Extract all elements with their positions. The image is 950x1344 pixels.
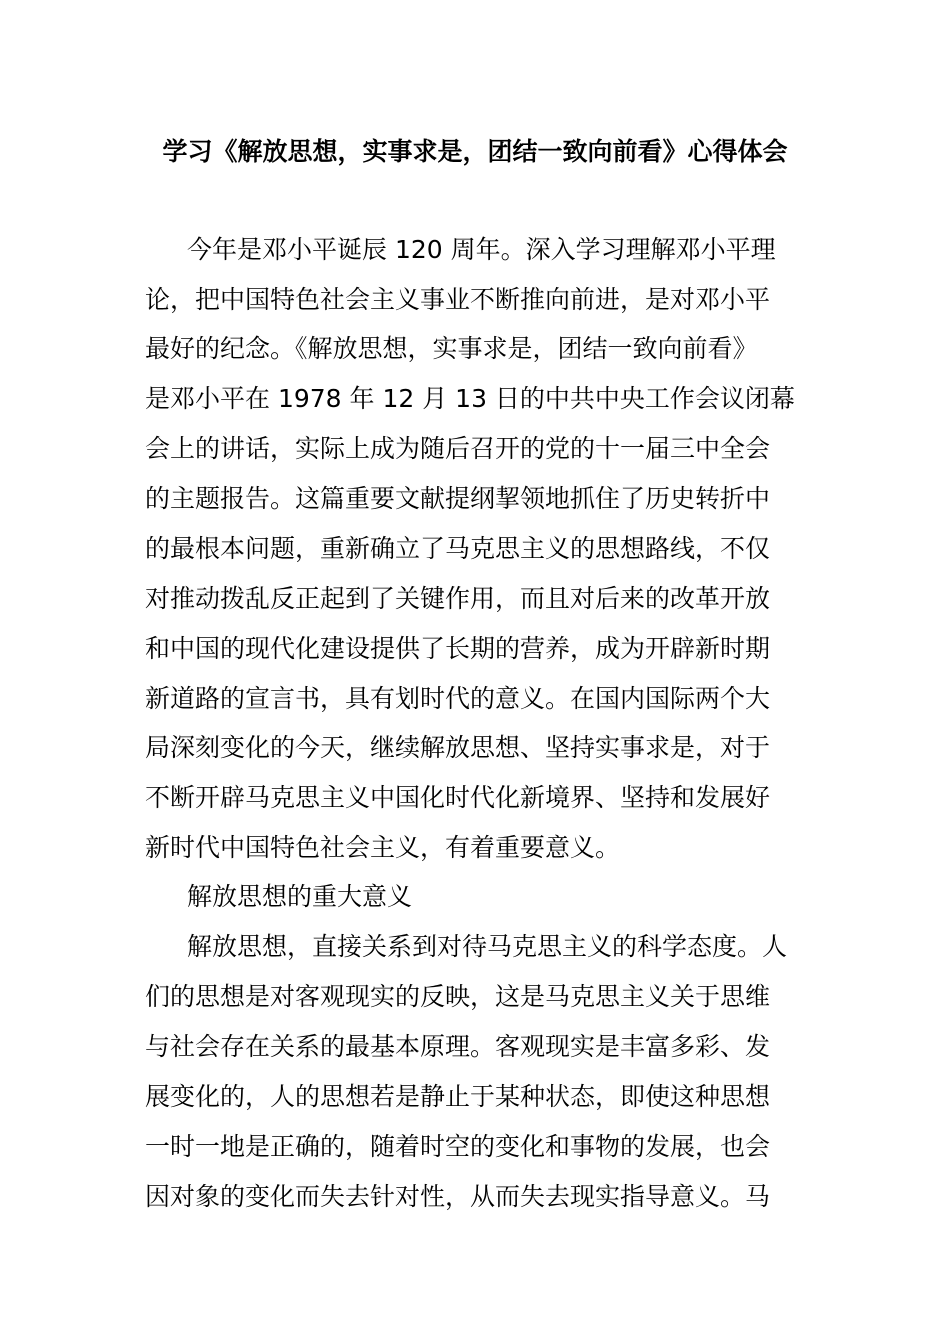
paragraph-line: 是邓小平在 1978 年 12 月 13 日的中共中央工作会议闭幕 xyxy=(145,384,795,413)
paragraph-line: 局深刻变化的今天，继续解放思想、坚持实事求是，对于 xyxy=(145,733,771,762)
document-title: 学习《解放思想，实事求是，团结一致向前看》心得体会 xyxy=(162,137,788,166)
paragraph-line: 的最根本问题，重新确立了马克思主义的思想路线，不仅 xyxy=(145,534,771,563)
paragraph-line: 一时一地是正确的，随着时空的变化和事物的发展，也会 xyxy=(145,1132,771,1161)
paragraph-line: 不断开辟马克思主义中国化时代化新境界、坚持和发展好 xyxy=(145,783,771,812)
paragraph-line: 新时代中国特色社会主义，有着重要意义。 xyxy=(145,833,621,862)
paragraph-line: 新道路的宣言书，具有划时代的意义。在国内国际两个大 xyxy=(145,684,771,713)
paragraph-line: 与社会存在关系的最基本原理。客观现实是丰富多彩、发 xyxy=(145,1032,771,1061)
paragraph-line: 对推动拨乱反正起到了关键作用，而且对后来的改革开放 xyxy=(145,584,771,613)
paragraph-line: 展变化的，人的思想若是静止于某种状态，即使这种思想 xyxy=(145,1082,771,1111)
paragraph-line: 因对象的变化而失去针对性，从而失去现实指导意义。马 xyxy=(145,1182,771,1211)
paragraph-line: 最好的纪念。《解放思想，实事求是，团结一致向前看》 xyxy=(145,334,758,363)
paragraph-line: 论，把中国特色社会主义事业不断推向前进，是对邓小平 xyxy=(145,285,771,314)
paragraph-line: 会上的讲话，实际上成为随后召开的党的十一届三中全会 xyxy=(145,434,771,463)
paragraph-line: 和中国的现代化建设提供了长期的营养，成为开辟新时期 xyxy=(145,634,771,663)
paragraph-line: 们的思想是对客观现实的反映，这是马克思主义关于思维 xyxy=(145,982,771,1011)
paragraph-line: 的主题报告。这篇重要文献提纲挈领地抓住了历史转折中 xyxy=(145,484,771,513)
paragraph-line: 今年是邓小平诞辰 120 周年。深入学习理解邓小平理 xyxy=(187,235,776,264)
paragraph-line: 解放思想，直接关系到对待马克思主义的科学态度。人 xyxy=(187,932,788,961)
section-heading: 解放思想的重大意义 xyxy=(187,882,413,911)
